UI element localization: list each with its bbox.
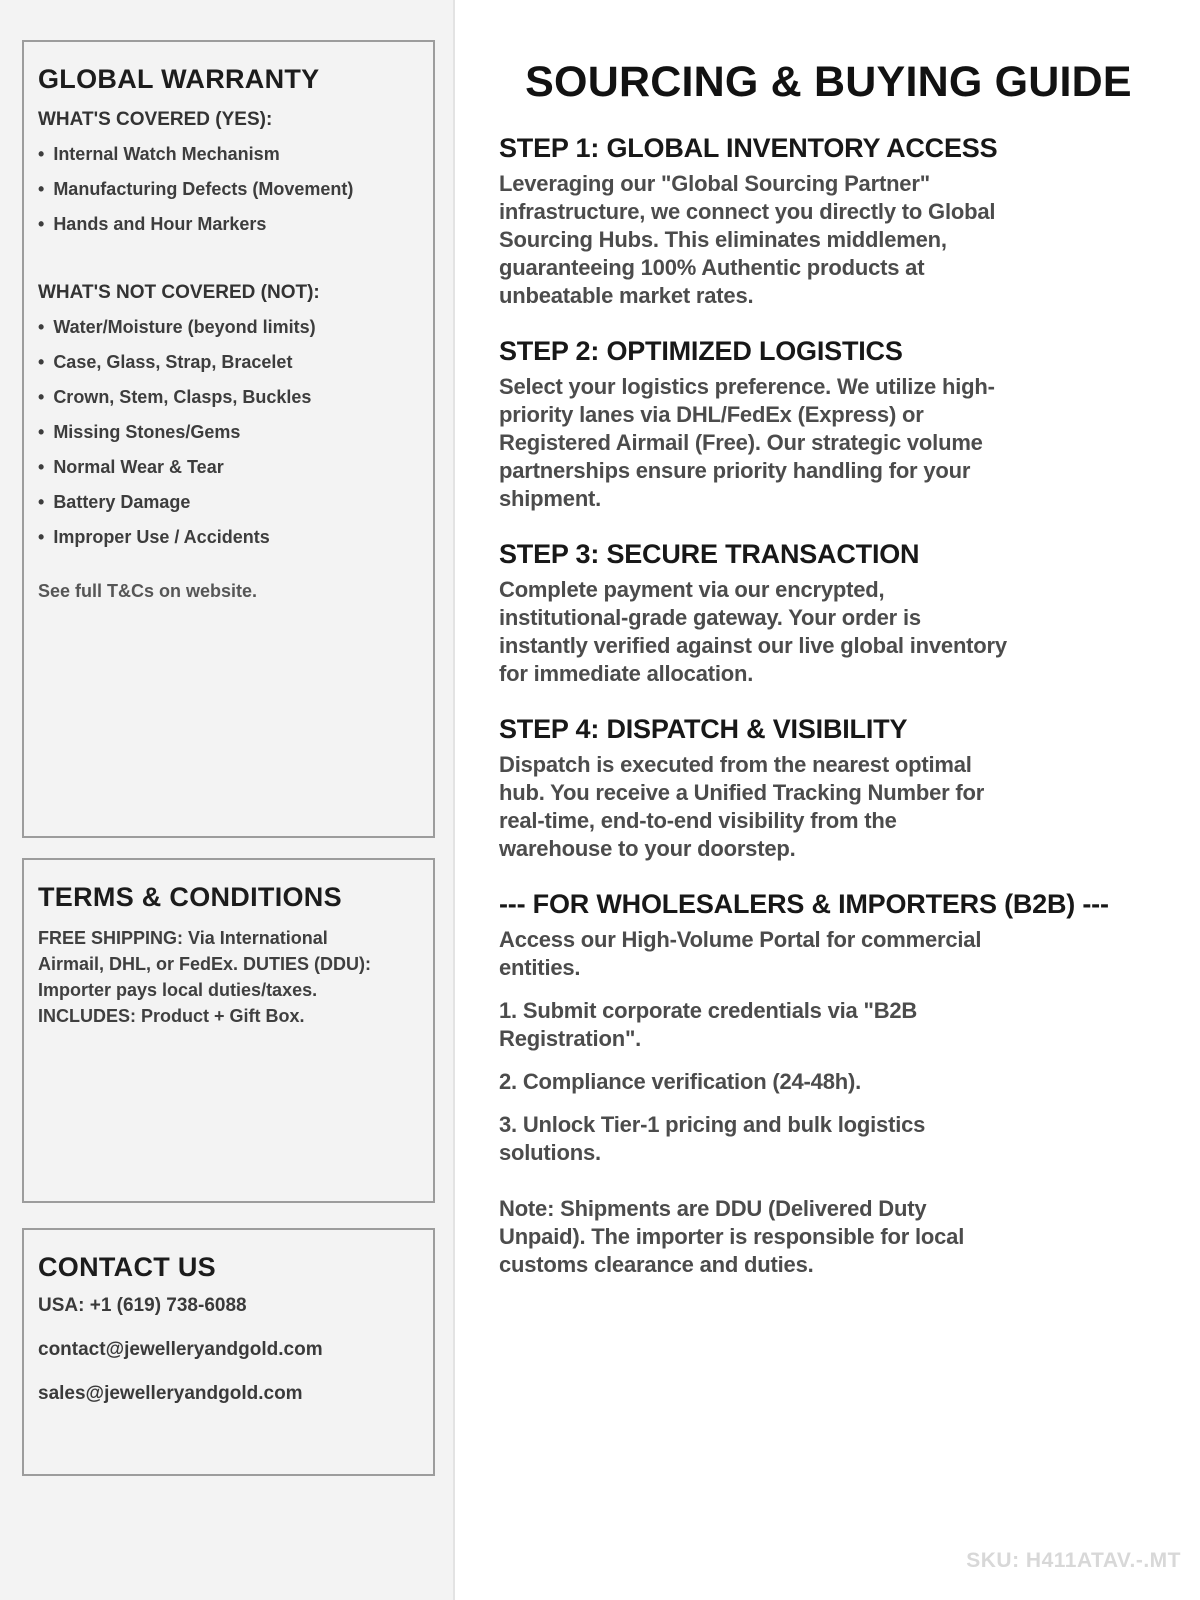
warranty-footnote: See full T&Cs on website. [38,581,258,601]
step-4-body: Dispatch is executed from the nearest optimal hub. You receive a Unified Tracking Number for real-time, end-to-end visibility from the warehouse to your doorstep. [499,752,985,861]
step-4-heading: STEP 4: DISPATCH & VISIBILITY [499,714,908,744]
b2b-section [499,889,1158,1279]
contact-phone: USA: +1 (619) 738-6088 [38,1295,247,1316]
terms-box [22,858,435,1203]
list-item: • Internal Watch Mechanism [38,143,417,166]
list-item: • Crown, Stem, Clasps, Buckles [38,386,417,409]
covered-heading: WHAT'S COVERED (YES): [38,109,273,130]
list-item: • Hands and Hour Markers [38,213,417,236]
list-item: • Missing Stones/Gems [38,421,417,444]
b2b-note: Note: Shipments are DDU (Delivered Duty Unpaid). The importer is responsible for local customs clearance and duties. [499,1196,965,1277]
not-covered-heading: WHAT'S NOT COVERED (NOT): [38,282,320,303]
step-2-section [499,336,1158,513]
sidebar [0,0,455,1600]
covered-list [38,143,417,236]
list-item: • Manufacturing Defects (Movement) [38,178,417,201]
contact-box [22,1228,435,1476]
step-4-section [499,714,1158,863]
step-3-heading: STEP 3: SECURE TRANSACTION [499,539,920,569]
step-1-body: Leveraging our "Global Sourcing Partner" infrastructure, we connect you directly to Global Sourcing Hubs. This eliminates middlemen, guaranteeing 100% Authentic products at unbeatable market rates. [499,171,996,308]
contact-email-sales: sales@jewelleryandgold.com [38,1383,303,1404]
sku-label: SKU: H411ATAV.-.MT [966,1549,1181,1572]
b2b-heading: --- FOR WHOLESALERS & IMPORTERS (B2B) --- [499,889,1109,919]
step-3-body: Complete payment via our encrypted, institutional-grade gateway. Your order is instantly verified against our live global inventory for immediate allocation. [499,577,1007,686]
list-item: • Water/Moisture (beyond limits) [38,316,417,339]
list-item: • Battery Damage [38,491,417,514]
list-item: • Improper Use / Accidents [38,526,417,549]
warranty-box [22,40,435,838]
b2b-item-3: 3. Unlock Tier-1 pricing and bulk logistics solutions. [499,1112,926,1165]
contact-email-primary: contact@jewelleryandgold.com [38,1339,323,1360]
step-2-heading: STEP 2: OPTIMIZED LOGISTICS [499,336,903,366]
list-item: • Case, Glass, Strap, Bracelet [38,351,417,374]
not-covered-list [38,316,417,549]
contact-title: CONTACT US [38,1252,216,1282]
list-item: • Normal Wear & Tear [38,456,417,479]
step-3-section [499,539,1158,688]
page-title: SOURCING & BUYING GUIDE [525,58,1132,106]
b2b-item-2: 2. Compliance verification (24-48h). [499,1069,862,1094]
terms-title: TERMS & CONDITIONS [38,882,342,912]
step-1-heading: STEP 1: GLOBAL INVENTORY ACCESS [499,133,998,163]
terms-body: FREE SHIPPING: Via International Airmail, DHL, or FedEx. DUTIES (DDU): Importer pays local duties/taxes. INCLUDES: Product + Gift Box. [38,928,372,1026]
warranty-title: GLOBAL WARRANTY [38,64,320,94]
step-2-body: Select your logistics preference. We utilize high-priority lanes via DHL/FedEx (Express) or Registered Airmail (Free). Our strategic volume partnerships ensure priority handling for your shipment. [499,374,995,511]
b2b-intro: Access our High-Volume Portal for commercial entities. [499,927,982,980]
main-content [457,0,1200,1600]
b2b-item-1: 1. Submit corporate credentials via "B2B Registration". [499,998,918,1051]
step-1-section [499,133,1158,310]
